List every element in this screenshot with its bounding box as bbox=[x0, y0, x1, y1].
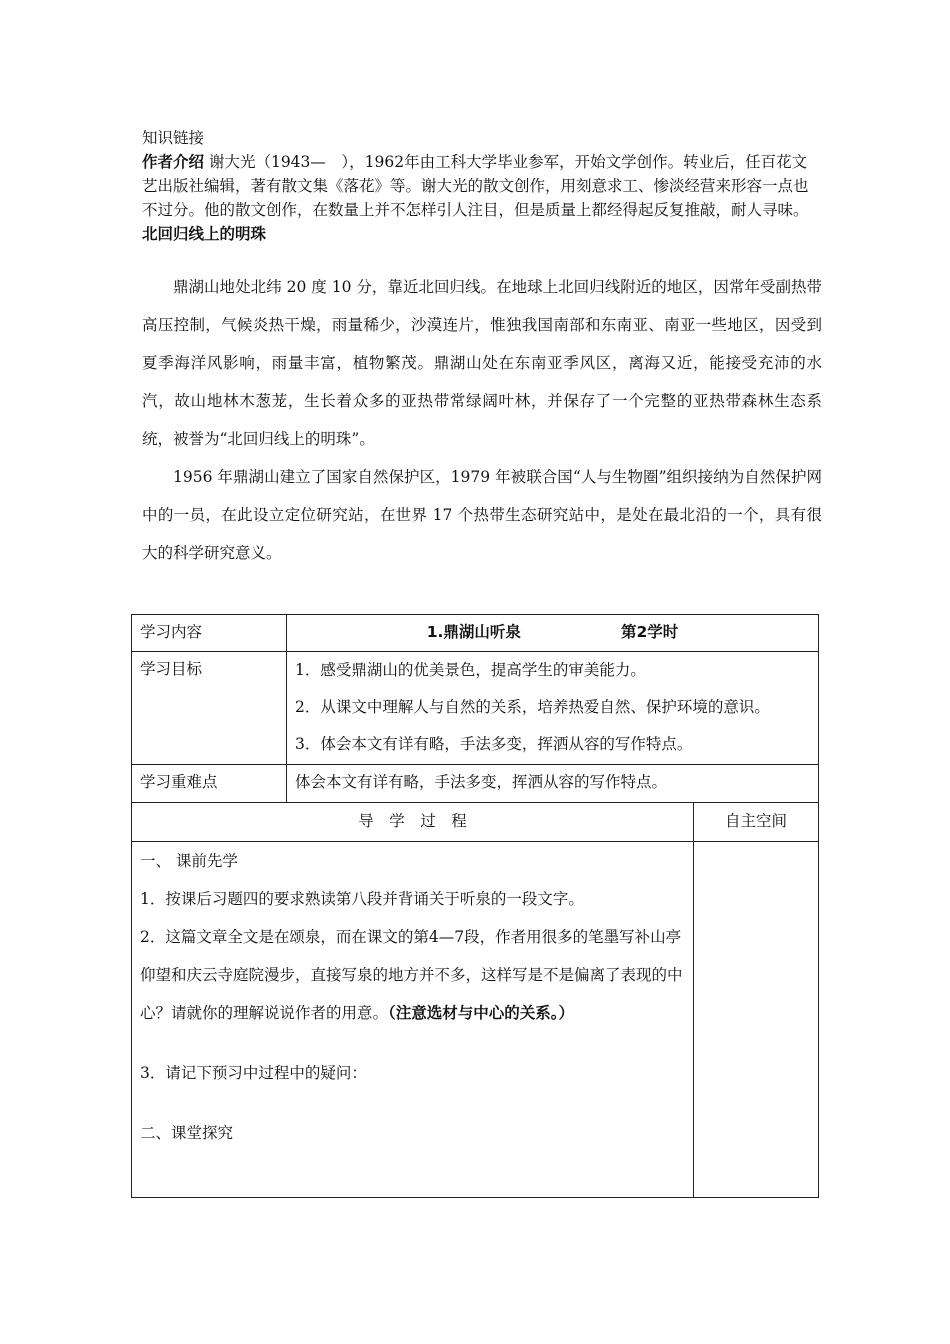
pre-study-item-2-text: 2．这篇文章全文是在颂泉，而在课文的第4—7段，作者用很多的笔墨写补山亭仰望和庆云寺庭院漫步，直接写泉的地方并不多，这样写是不是偏离了表现的中心？请就你的理解说说作者的用意。 bbox=[140, 928, 683, 1022]
pre-study-item-2 bbox=[140, 918, 685, 1032]
lesson-plan-table bbox=[131, 614, 819, 1198]
author-intro-label: 作者介绍 bbox=[142, 153, 205, 171]
goal-item-2: 2．从课文中理解人与自然的关系，培养热爱自然、保护环境的意识。 bbox=[295, 698, 770, 716]
pre-study-item-3: 3．请记下预习中过程中的疑问： bbox=[140, 1064, 367, 1082]
space-header: 自主空间 bbox=[694, 803, 819, 842]
goal-item-3: 3．体会本文有详有略，手法多变，挥洒从容的写作特点。 bbox=[295, 735, 693, 753]
lesson-title: 1.鼎湖山听泉 bbox=[426, 623, 521, 641]
spacer bbox=[140, 1032, 685, 1054]
row-label-goals: 学习目标 bbox=[132, 652, 287, 765]
row-label-content: 学习内容 bbox=[132, 615, 287, 652]
table-row-content bbox=[132, 615, 819, 652]
spacer bbox=[140, 1092, 685, 1114]
process-header: 导 学 过 程 bbox=[132, 803, 694, 842]
pre-study-item-1: 1．按课后习题四的要求熟读第八段并背诵关于听泉的一段文字。 bbox=[140, 890, 584, 908]
lesson-period: 第2学时 bbox=[620, 623, 679, 641]
self-space-cell[interactable] bbox=[694, 842, 819, 1198]
table-row-process bbox=[132, 842, 819, 1198]
goals-cell bbox=[287, 652, 819, 765]
section-class-inquiry: 二、课堂探究 bbox=[140, 1124, 234, 1142]
author-intro-text: 谢大光（1943— ），1962年由工科大学毕业参军，开始文学创作。转业后，任百花文艺出版社编辑，著有散文集《落花》等。谢大光的散文创作，用刻意求工、惨淡经营来形容一点也不过分。他的散文创作，在数量上并不怎样引人注目，但是质量上都经得起反复推敲，耐人寻味。 bbox=[142, 153, 809, 219]
table-row-goals bbox=[132, 652, 819, 765]
section-pre-study: 一、 课前先学 bbox=[140, 852, 238, 870]
essay-title: 北回归线上的明珠 bbox=[142, 225, 267, 243]
essay-paragraph-2: 1956 年鼎湖山建立了国家自然保护区，1979 年被联合国“人与生物圈”组织接纳为自然保护网中的一员，在此设立定位研究站，在世界 17 个热带生态研究站中，是处在最北沿的一个，具有很大的科学研究意义。 bbox=[142, 468, 822, 562]
author-intro bbox=[142, 150, 822, 222]
lesson-title-cell bbox=[287, 615, 819, 652]
key-points-cell: 体会本文有详有略，手法多变，挥洒从容的写作特点。 bbox=[287, 765, 819, 803]
essay-body bbox=[142, 268, 822, 572]
essay-paragraph-1: 鼎湖山地处北纬 20 度 10 分，靠近北回归线。在地球上北回归线附近的地区，因常年受副热带高压控制，气候炎热干燥，雨量稀少，沙漠连片，惟独我国南部和东南亚、南亚一些地区，因受到夏季海洋风影响，雨量丰富，植物繁茂。鼎湖山处在东南亚季风区，离海又近，能接受充沛的水汽，故山地林木葱茏，生长着众多的亚热带常绿阔叶林，并保存了一个完整的亚热带森林生态系统，被誉为“北回归线上的明珠”。 bbox=[142, 278, 822, 448]
row-label-key-points: 学习重难点 bbox=[132, 765, 287, 803]
process-cell bbox=[132, 842, 694, 1198]
table-row-process-header bbox=[132, 803, 819, 842]
knowledge-link-heading: 知识链接 bbox=[142, 129, 205, 147]
pre-study-item-2-note: （注意选材与中心的关系。） bbox=[388, 1004, 575, 1022]
table-row-key-points bbox=[132, 765, 819, 803]
goal-item-1: 1．感受鼎湖山的优美景色，提高学生的审美能力。 bbox=[295, 661, 646, 679]
knowledge-link-section bbox=[142, 126, 822, 246]
